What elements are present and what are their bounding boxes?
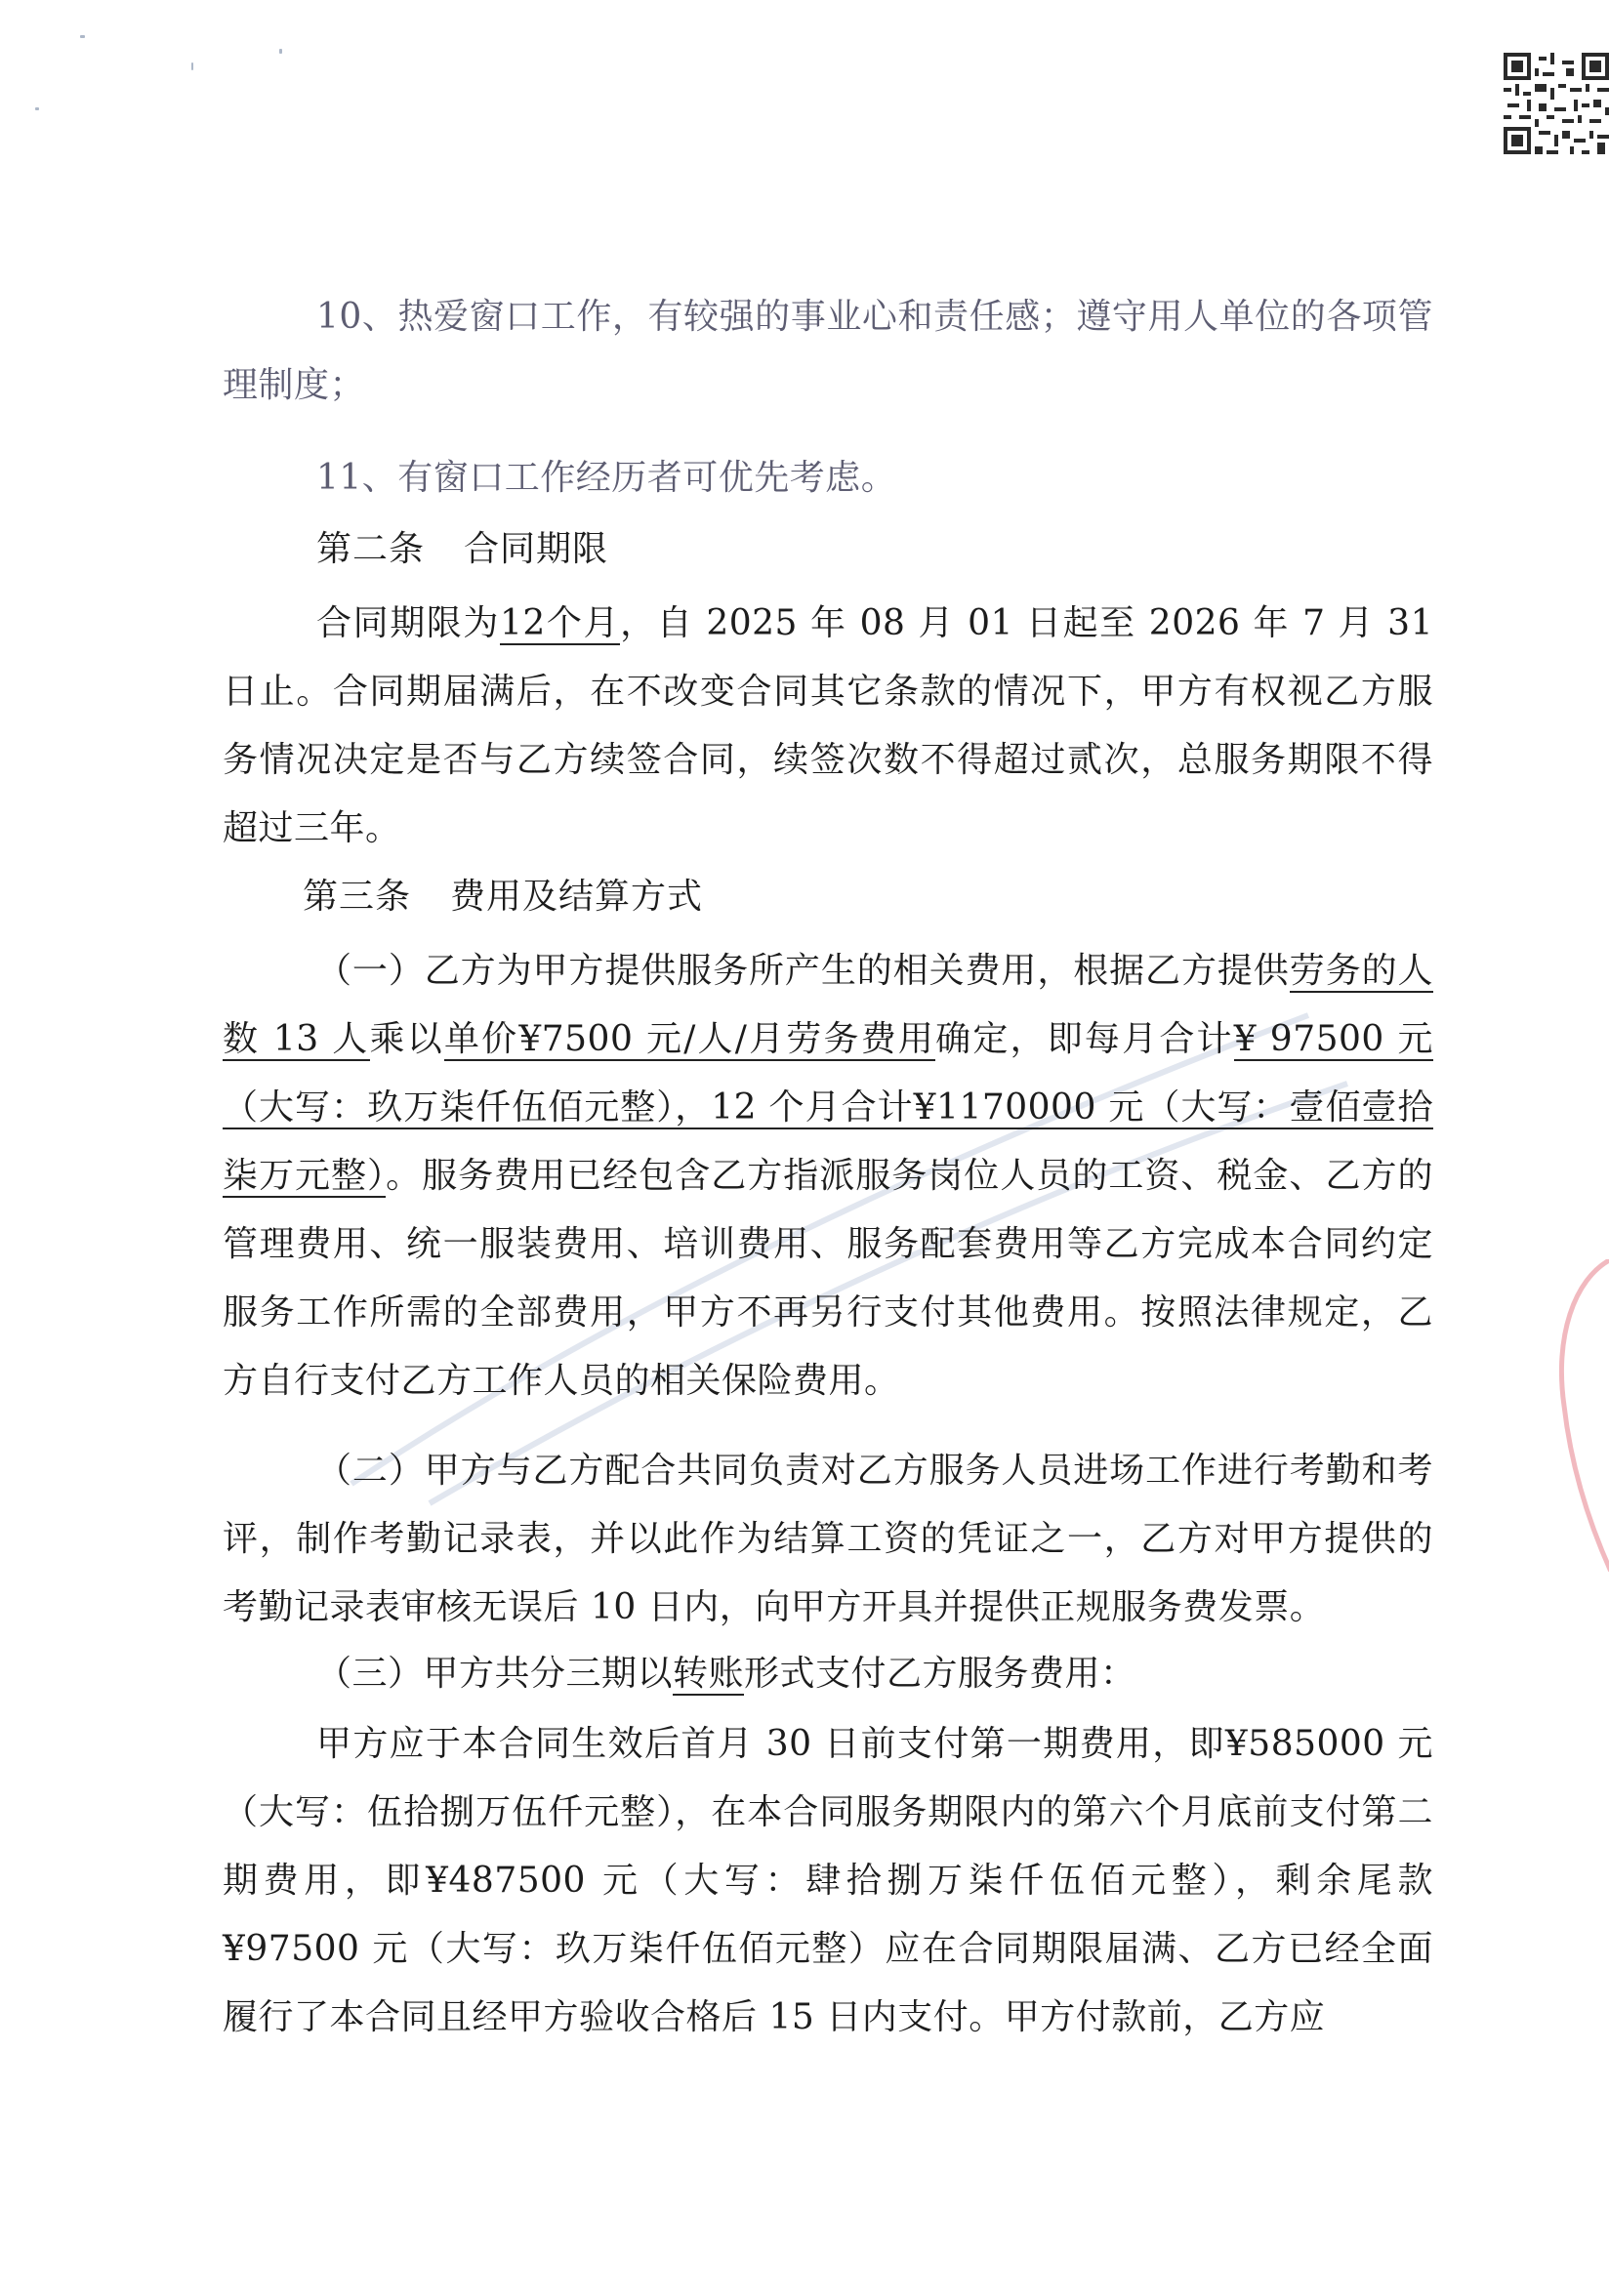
fee-1-text-c: 确定，即每月合计 (935, 1019, 1234, 1059)
fee-3-method: 转账 (673, 1654, 745, 1694)
fee-1-headcount: 劳务的人数 13 人 (223, 951, 1433, 1059)
fee-1-text-a: （一）乙方为甲方提供服务所产生的相关费用，根据乙方提供 (316, 951, 1290, 991)
term-duration: 12个月 (500, 603, 621, 643)
fee-3-text-a: （三）甲方共分三期以 (316, 1654, 674, 1694)
term-body: ，自 2025 年 08 月 01 日起至 2026 年 7 月 31 日止。合同期届满后，在不改变合同其它条款的情况下，甲方有权视乙方服务情况决定是否与乙方续签合同，续签次数不得超过贰次，总服务期限不得超过三年。 (223, 603, 1433, 848)
article-3-heading (303, 863, 703, 931)
contract-term-paragraph (223, 590, 1433, 863)
article-3-title: 费用及结算方式 (450, 877, 704, 917)
article-3-number: 第三条 (303, 877, 412, 917)
fee-clause-2: （二）甲方与乙方配合共同负责对乙方服务人员进场工作进行考勤和考评，制作考勤记录表，并以此作为结算工资的凭证之一，乙方对甲方提供的考勤记录表审核无误后 10 日内，向甲方开具并提供正规服务费发票。 (223, 1451, 1433, 1627)
partial-seal-stamp (1545, 1259, 1609, 1572)
fee-1-text-d: 。服务费用已经包含乙方指派服务岗位人员的工资、税金、乙方的管理费用、统一服装费用、培训费用、服务配套费用等乙方完成本合同约定服务工作所需的全部费用，甲方不再另行支付其他费用。按照法律规定，乙方自行支付乙方工作人员的相关保险费用。 (223, 1156, 1433, 1401)
fee-3-text-b: 形式支付乙方服务费用： (744, 1654, 1136, 1694)
requirement-item-11: 11、有窗口工作经历者可优先考虑。 (316, 458, 897, 498)
qr-code-icon (1504, 53, 1609, 154)
article-2-heading (316, 515, 608, 584)
fee-1-unit-price: 单价¥7500 元/人/月劳务费用 (443, 1019, 936, 1059)
fee-1-totals: ¥ 97500 元（大写：玖万柒仟伍佰元整），12 个月合计¥1170000 元（大写：壹佰壹拾柒万元整） (223, 1019, 1433, 1196)
fee-1-text-b: 乘以 (369, 1019, 444, 1059)
article-2-number: 第二条 (316, 529, 426, 569)
fee-clause-3 (223, 1640, 1433, 1708)
term-prefix: 合同期限为 (316, 603, 500, 643)
scan-speck (191, 62, 193, 70)
payment-schedule-paragraph: 甲方应于本合同生效后首月 30 日前支付第一期费用，即¥585000 元（大写：伍拾捌万伍仟元整），在本合同服务期限内的第六个月底前支付第二期费用，即¥487500 元（大写：肆拾捌万柒仟伍佰元整），剩余尾款¥97500 元（大写：玖万柒仟伍佰元整）应在合同期限届满、乙方已经全面履行了本合同且经甲方验收合格后 15 日内支付。甲方付款前，乙方应 (223, 1724, 1433, 2037)
scan-speck (35, 107, 39, 110)
scan-speck (279, 49, 282, 54)
requirement-item-10: 10、热爱窗口工作，有较强的事业心和责任感；遵守用人单位的各项管理制度； (223, 297, 1433, 405)
fee-clause-1 (223, 937, 1433, 1415)
scan-speck (80, 35, 85, 38)
article-2-title: 合同期限 (464, 529, 609, 569)
seal-arc-icon (1545, 1259, 1609, 1572)
